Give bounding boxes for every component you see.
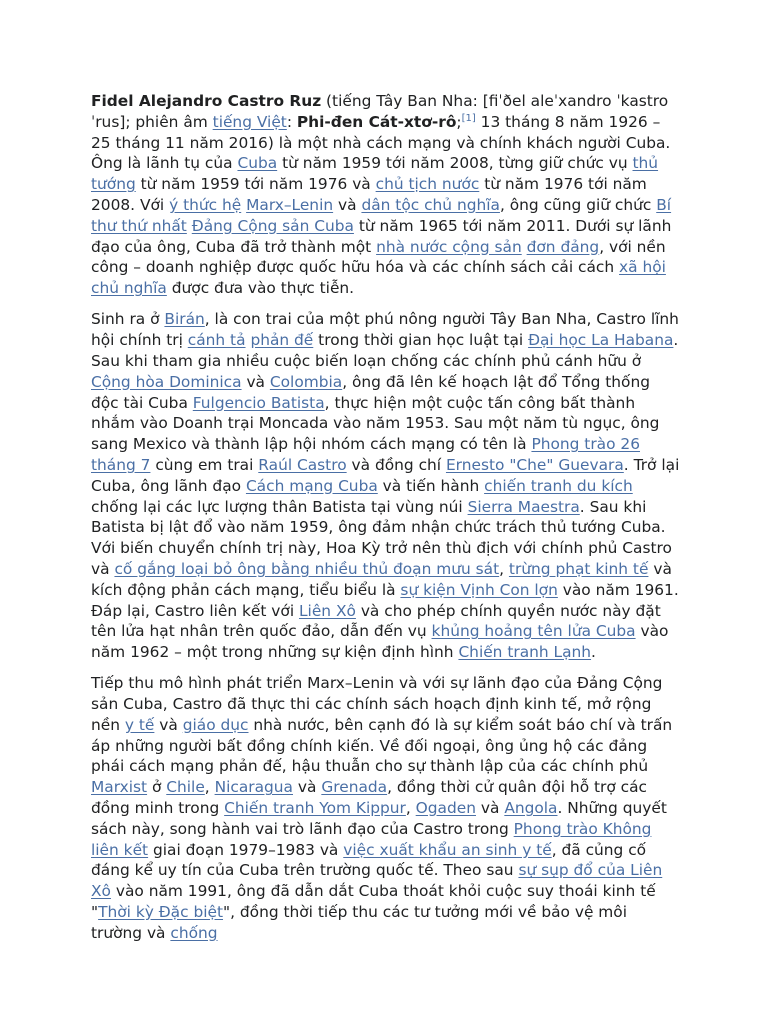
text-run: Tiếp thu mô hình phát triển Marx–Lenin và với sự lãnh đạo của Đảng Cộng sản Cuba, Castro đã thực thi các chính sách hoạch định kinh tế, mở rộng nền bbox=[91, 674, 663, 734]
article-link[interactable]: cánh tả bbox=[187, 331, 246, 350]
bold-term: Fidel Alejandro Castro Ruz bbox=[91, 92, 322, 110]
text-run: và tiến hành bbox=[377, 476, 485, 495]
text-run: và bbox=[333, 195, 362, 214]
text-run: chống lại các lực lượng thân Batista tại vùng núi bbox=[91, 497, 468, 516]
article-link[interactable]: sự sụp đổ của Liên Xô bbox=[91, 861, 663, 901]
article-paragraph bbox=[91, 673, 681, 943]
article-link[interactable]: Phong trào Không liên kết bbox=[91, 819, 652, 859]
article-link[interactable]: thủ tướng bbox=[91, 154, 659, 194]
text-run: và bbox=[475, 799, 505, 818]
citation-link[interactable]: [1] bbox=[461, 112, 476, 124]
article-link[interactable]: Bí thư thứ nhất bbox=[91, 195, 672, 235]
article-link[interactable]: Marxist bbox=[91, 778, 148, 797]
text-run: , bbox=[405, 799, 416, 818]
text-run: và đồng chí bbox=[346, 455, 446, 474]
article-link[interactable]: Grenada bbox=[321, 778, 388, 797]
text-run: trong thời gian học luật tại bbox=[313, 331, 529, 350]
article-link[interactable]: Phong trào 26 tháng 7 bbox=[91, 435, 640, 474]
article-link[interactable]: Raúl Castro bbox=[258, 455, 347, 474]
article-link[interactable]: việc xuất khẩu an sinh y tế bbox=[343, 840, 552, 859]
text-run: , là con trai của một phú nông người Tây Ban Nha, Castro lĩnh hội chính trị bbox=[91, 310, 679, 350]
text-run: . Trở lại Cuba, ông lãnh đạo bbox=[91, 455, 680, 495]
article-link[interactable]: dân tộc chủ nghĩa bbox=[361, 195, 500, 214]
text-run: Sinh ra ở bbox=[91, 310, 165, 329]
text-run: và bbox=[154, 715, 183, 734]
text-run: , bbox=[204, 778, 215, 797]
article-paragraph bbox=[91, 91, 681, 299]
article-body bbox=[91, 91, 681, 954]
text-run: , với nền công – doanh nghiệp được quốc hữu hóa và các chính sách cải cách bbox=[91, 237, 666, 277]
text-run: nhà nước, bên cạnh đó là sự kiểm soát báo chí và trấn áp những người bất đồng chính kiến. Về đối ngoại, ông ủng hộ các đảng phái cách mạng phản đế, hậu thuẫn cho sự thành lập của các chính phủ bbox=[91, 715, 673, 776]
text-run: , ông cũng giữ chức bbox=[499, 195, 657, 214]
text-run: . Những quyết sách này, song hành vai trò lãnh đạo của Castro trong bbox=[91, 799, 667, 838]
article-link[interactable]: giáo dục bbox=[182, 715, 249, 734]
article-paragraph bbox=[91, 309, 681, 663]
article-link[interactable]: Nicaragua bbox=[214, 778, 293, 797]
text-run: 13 tháng 8 năm 1926 – 25 tháng 11 năm 2016) là một nhà cách mạng và chính khách người Cuba. Ông là lãnh tụ của bbox=[91, 112, 671, 173]
text-run: . Sau khi tham gia nhiều cuộc biến loạn chống các chính phủ cánh hữu ở bbox=[91, 331, 679, 370]
article-link[interactable]: ý thức hệ bbox=[169, 195, 242, 214]
article-link[interactable]: y tế bbox=[124, 715, 155, 734]
article-link[interactable]: Cuba bbox=[237, 154, 278, 173]
article-link[interactable]: Colombia bbox=[269, 372, 343, 391]
article-link[interactable]: Chiến tranh Lạnh bbox=[458, 643, 592, 662]
text-run: , đồng thời cử quân đội hỗ trợ các đồng minh trong bbox=[91, 778, 648, 818]
text-run: từ năm 1959 tới năm 2008, từng giữ chức vụ bbox=[277, 154, 633, 173]
article-link[interactable]: Angola bbox=[504, 799, 558, 818]
article-link[interactable]: nhà nước cộng sản bbox=[376, 237, 522, 256]
text-run: được đưa vào thực tiễn. bbox=[166, 279, 355, 298]
text-run: , bbox=[499, 559, 509, 578]
article-link[interactable]: Birán bbox=[164, 310, 205, 329]
article-link[interactable]: phản đế bbox=[250, 331, 314, 350]
text-run: . Sau khi Batista bị lật đổ vào năm 1959, ông đảm nhận chức trách thủ tướng Cuba. Với biến chuyển chính trị này, Hoa Kỳ trở nên thù địch với chính phủ Castro và bbox=[91, 497, 672, 578]
article-link[interactable]: Marx–Lenin bbox=[246, 195, 334, 214]
article-link[interactable]: Sierra Maestra bbox=[467, 497, 580, 516]
text-run: và bbox=[293, 778, 322, 797]
article-link[interactable]: Ernesto "Che" Guevara bbox=[445, 455, 624, 474]
text-run: cùng em trai bbox=[150, 455, 259, 474]
article-link[interactable]: chủ tịch nước bbox=[375, 175, 480, 194]
text-run: ở bbox=[147, 778, 167, 797]
text-run: : bbox=[286, 112, 297, 131]
article-link[interactable]: Cách mạng Cuba bbox=[245, 476, 378, 495]
text-run: và cho phép chính quyền nước này đặt tên lửa hạt nhân trên quốc đảo, dẫn đến vụ bbox=[91, 601, 661, 641]
article-link[interactable]: xã hội chủ nghĩa bbox=[91, 258, 666, 298]
article-link[interactable]: Thời kỳ Đặc biệt bbox=[98, 903, 224, 922]
text-run: vào năm 1991, ông đã dẫn dắt Cuba thoát khỏi cuộc suy thoái kinh tế " bbox=[91, 882, 656, 922]
article-link[interactable]: cố gắng loại bỏ ông bằng nhiều thủ đoạn mưu sát bbox=[114, 559, 500, 578]
article-link[interactable]: Cộng hòa Dominica bbox=[91, 372, 242, 391]
article-link[interactable]: đơn đảng bbox=[526, 237, 600, 256]
article-link[interactable]: chiến tranh du kích bbox=[484, 476, 633, 495]
text-run: từ năm 1959 tới năm 1976 và bbox=[135, 175, 376, 194]
article-link[interactable]: sự kiện Vịnh Con lợn bbox=[400, 580, 558, 599]
bold-term: Phi-đen Cát-xtơ-rô bbox=[296, 112, 457, 131]
text-run: . bbox=[591, 643, 596, 662]
article-link[interactable]: trừng phạt kinh tế bbox=[508, 559, 649, 578]
text-run: từ năm 1976 tới năm 2008. Với bbox=[91, 175, 647, 214]
text-run: và bbox=[241, 372, 270, 391]
article-link[interactable]: Đảng Cộng sản Cuba bbox=[191, 216, 354, 235]
text-run: ", đồng thời tiếp thu các tư tưởng mới về bảo vệ môi trường và bbox=[91, 903, 627, 942]
article-link[interactable]: chống bbox=[170, 923, 218, 942]
text-run: giai đoạn 1979–1983 và bbox=[148, 840, 344, 859]
text-run: , thực hiện một cuộc tấn công bất thành nhắm vào Doanh trại Moncada vào năm 1953. Sau một năm tù ngục, ông sang Mexico và thành lập hội nhóm cách mạng có tên là bbox=[91, 393, 660, 454]
text-run: ; bbox=[456, 112, 462, 131]
article-link[interactable]: Fulgencio Batista bbox=[192, 393, 325, 412]
article-link[interactable]: Đại học La Habana bbox=[528, 331, 674, 350]
text-run: vào năm 1962 – một trong những sự kiện định hình bbox=[91, 622, 669, 662]
text-run: , đã củng cố đáng kể uy tín của Cuba trên trường quốc tế. Theo sau bbox=[91, 840, 647, 880]
article-link[interactable]: khủng hoảng tên lửa Cuba bbox=[431, 622, 636, 641]
article-link[interactable]: Chiến tranh Yom Kippur bbox=[224, 799, 406, 818]
article-link[interactable]: Chile bbox=[166, 778, 205, 797]
text-run: từ năm 1965 tới năm 2011. Dưới sự lãnh đạo của ông, Cuba đã trở thành một bbox=[91, 216, 672, 256]
text-run: và kích động phản cách mạng, tiểu biểu là bbox=[91, 559, 672, 599]
article-link[interactable]: Ogaden bbox=[415, 799, 476, 818]
article-link[interactable]: Liên Xô bbox=[298, 601, 356, 620]
text-run: vào năm 1961. Đáp lại, Castro liên kết với bbox=[91, 580, 679, 620]
article-link[interactable]: tiếng Việt bbox=[212, 112, 287, 131]
text-run: , ông đã lên kế hoạch lật đổ Tổng thống độc tài Cuba bbox=[91, 372, 650, 412]
text-run: (tiếng Tây Ban Nha: [fiˈðel aleˈxandro ˈkastro ˈrus]; phiên âm bbox=[91, 92, 669, 131]
